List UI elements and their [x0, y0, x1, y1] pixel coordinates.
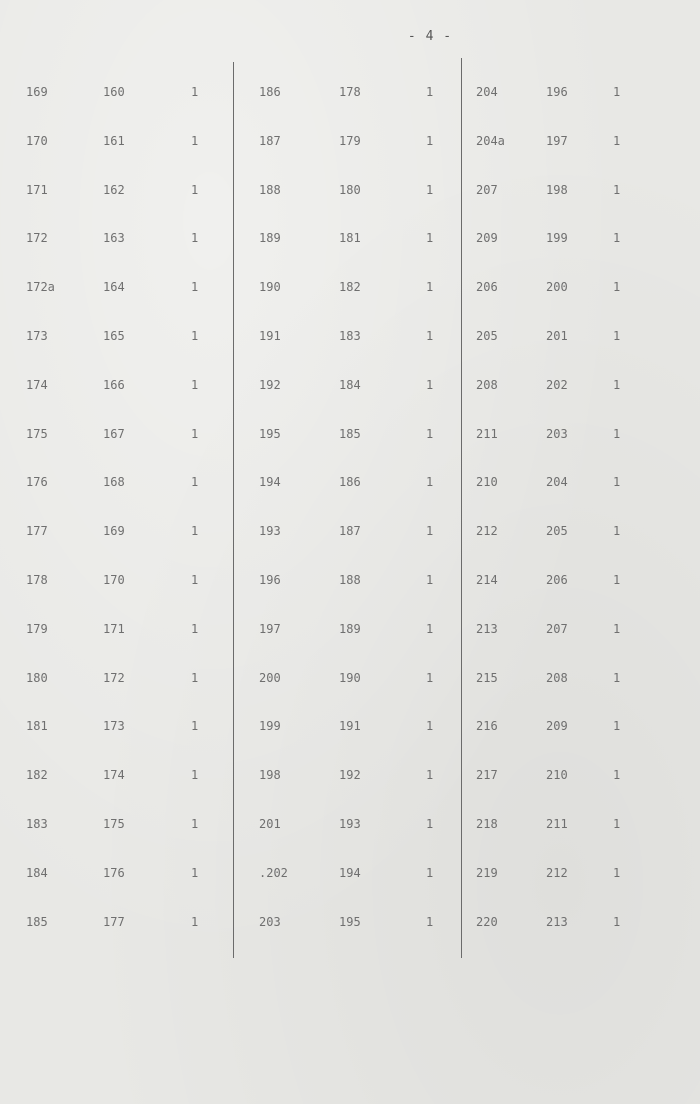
table-cell: 1	[613, 231, 621, 246]
table-cell: 218	[476, 817, 498, 831]
table-cell: 1	[613, 865, 621, 880]
table-cell: 1	[191, 621, 199, 636]
table-cell: 181	[26, 719, 48, 734]
table-cell: 1	[191, 670, 199, 685]
table-cell: 186	[339, 475, 361, 490]
table-cell: 206	[476, 280, 498, 295]
table-cell: 1	[613, 475, 621, 490]
table-cell: 166	[103, 377, 125, 392]
table-cell: 160	[103, 85, 125, 99]
table-cell: 164	[103, 280, 125, 295]
table-cell: 1	[191, 377, 199, 392]
table-cell: 1	[613, 768, 621, 783]
table-cell: 1	[426, 914, 434, 929]
table-cell: 174	[103, 768, 125, 783]
table-cell: 208	[546, 670, 568, 685]
table-cell: 192	[339, 768, 361, 783]
table-cell: 1	[426, 133, 434, 148]
table-cell: 1	[191, 573, 199, 587]
table-cell: 1	[613, 280, 621, 295]
table-cell: 173	[103, 719, 125, 734]
table-cell: 179	[339, 133, 361, 148]
table-cell: 1	[191, 768, 199, 783]
table-cell: 1	[191, 182, 199, 197]
table-cell: 198	[259, 768, 281, 783]
table-cell: 1	[613, 719, 621, 734]
table-cell: 172a	[26, 280, 55, 295]
table-cell: 184	[339, 377, 361, 392]
table-cell: 210	[546, 768, 568, 783]
table-cell: 204	[476, 85, 498, 99]
table-cell: 215	[476, 670, 498, 685]
table-row	[0, 668, 700, 688]
table-cell: 1	[426, 865, 434, 880]
table-cell: 1	[426, 182, 434, 197]
table-cell: 195	[259, 426, 281, 441]
table-cell: 1	[613, 524, 621, 539]
table-cell: 197	[259, 621, 281, 636]
table-cell: 179	[26, 621, 48, 636]
table-cell: 177	[26, 524, 48, 539]
table-cell: 1	[613, 182, 621, 197]
table-cell: 1	[426, 817, 434, 831]
table-cell: 203	[546, 426, 568, 441]
table-cell: 1	[613, 914, 621, 929]
table-cell: 1	[191, 329, 199, 343]
table-cell: 199	[546, 231, 568, 246]
table-cell: 1	[613, 85, 621, 99]
table-cell: 1	[613, 329, 621, 343]
table-cell: 1	[426, 426, 434, 441]
table-cell: 189	[339, 621, 361, 636]
table-cell: 219	[476, 865, 498, 880]
table-cell: 193	[339, 817, 361, 831]
table-cell: 190	[259, 280, 281, 295]
table-cell: 1	[613, 621, 621, 636]
table-cell: 180	[26, 670, 48, 685]
table-cell: 1	[191, 231, 199, 246]
table-cell: 201	[546, 329, 568, 343]
table-cell: 181	[339, 231, 361, 246]
table-cell: 197	[546, 133, 568, 148]
table-cell: 176	[103, 865, 125, 880]
table-cell: 1	[426, 329, 434, 343]
table-cell: 1	[191, 475, 199, 490]
table-cell: 191	[259, 329, 281, 343]
table-cell: 1	[613, 573, 621, 587]
table-cell: 211	[476, 426, 498, 441]
table-row	[0, 765, 700, 785]
page-number: - 4 -	[407, 29, 453, 44]
table-cell: 210	[476, 475, 498, 490]
table-row	[0, 82, 700, 102]
table-cell: 190	[339, 670, 361, 685]
table-cell: 185	[26, 914, 48, 929]
table-cell: 199	[259, 719, 281, 734]
table-cell: 1	[613, 377, 621, 392]
table-row	[0, 424, 700, 444]
table-cell: 178	[339, 85, 361, 99]
table-cell: 194	[339, 865, 361, 880]
table-cell: 1	[191, 85, 199, 99]
table-cell: 209	[546, 719, 568, 734]
table-cell: 196	[546, 85, 568, 99]
table-cell: 1	[191, 719, 199, 734]
table-cell: 196	[259, 573, 281, 587]
table-cell: 205	[476, 329, 498, 343]
table-cell: 207	[476, 182, 498, 197]
table-cell: 208	[476, 377, 498, 392]
table-row	[0, 814, 700, 834]
table-cell: 174	[26, 377, 48, 392]
table-cell: 1	[191, 865, 199, 880]
table-row	[0, 180, 700, 200]
table-cell: 1	[426, 524, 434, 539]
table-cell: 169	[26, 85, 48, 99]
table-cell: 211	[546, 817, 568, 831]
table-cell: 1	[613, 670, 621, 685]
table-row	[0, 716, 700, 736]
table-row	[0, 521, 700, 541]
table-cell: 192	[259, 377, 281, 392]
table-cell: 165	[103, 329, 125, 343]
table-cell: 175	[26, 426, 48, 441]
table-cell: 1	[426, 85, 434, 99]
table-cell: 213	[546, 914, 568, 929]
table-cell: 194	[259, 475, 281, 490]
table-cell: 207	[546, 621, 568, 636]
table-cell: 168	[103, 475, 125, 490]
table-cell: 1	[426, 768, 434, 783]
table-cell: 170	[103, 573, 125, 587]
table-row	[0, 472, 700, 492]
table-cell: 214	[476, 573, 498, 587]
table-cell: 204a	[476, 133, 505, 148]
table-cell: 1	[191, 817, 199, 831]
table-cell: 1	[191, 524, 199, 539]
table-cell: 216	[476, 719, 498, 734]
table-row	[0, 131, 700, 151]
table-cell: 177	[103, 914, 125, 929]
table-cell: 1	[613, 426, 621, 441]
table-cell: 167	[103, 426, 125, 441]
table-cell: 1	[426, 573, 434, 587]
table-cell: 170	[26, 133, 48, 148]
table-cell: 1	[613, 817, 621, 831]
table-cell: 1	[426, 377, 434, 392]
table-cell: 200	[259, 670, 281, 685]
table-cell: 1	[426, 719, 434, 734]
table-cell: 162	[103, 182, 125, 197]
table-cell: 204	[546, 475, 568, 490]
table-cell: 187	[339, 524, 361, 539]
table-row	[0, 228, 700, 248]
table-cell: 205	[546, 524, 568, 539]
table-cell: 172	[26, 231, 48, 246]
table-cell: 198	[546, 182, 568, 197]
table-cell: 187	[259, 133, 281, 148]
table-cell: 212	[546, 865, 568, 880]
table-cell: 173	[26, 329, 48, 343]
table-cell: 182	[339, 280, 361, 295]
table-cell: 189	[259, 231, 281, 246]
table-cell: 171	[103, 621, 125, 636]
table-row	[0, 375, 700, 395]
table-cell: 1	[191, 280, 199, 295]
table-cell: 213	[476, 621, 498, 636]
table-cell: 1	[426, 280, 434, 295]
table-cell: 1	[613, 133, 621, 148]
table-row	[0, 326, 700, 346]
table-cell: 169	[103, 524, 125, 539]
table-cell: .202	[259, 865, 288, 880]
table-cell: 186	[259, 85, 281, 99]
table-cell: 200	[546, 280, 568, 295]
table-cell: 171	[26, 182, 48, 197]
table-row	[0, 912, 700, 932]
table-cell: 188	[339, 573, 361, 587]
table-cell: 183	[26, 817, 48, 831]
table-cell: 203	[259, 914, 281, 929]
table-cell: 1	[426, 475, 434, 490]
table-cell: 161	[103, 133, 125, 148]
table-cell: 1	[426, 231, 434, 246]
table-cell: 1	[426, 621, 434, 636]
table-cell: 220	[476, 914, 498, 929]
table-cell: 1	[191, 133, 199, 148]
table-cell: 206	[546, 573, 568, 587]
table-cell: 212	[476, 524, 498, 539]
table-row	[0, 570, 700, 590]
table-row	[0, 619, 700, 639]
table-cell: 178	[26, 573, 48, 587]
table-cell: 188	[259, 182, 281, 197]
table-cell: 202	[546, 377, 568, 392]
table-cell: 180	[339, 182, 361, 197]
table-cell: 176	[26, 475, 48, 490]
table-cell: 1	[426, 670, 434, 685]
table-cell: 175	[103, 817, 125, 831]
table-cell: 201	[259, 817, 281, 831]
table-cell: 172	[103, 670, 125, 685]
table-row	[0, 863, 700, 883]
table-cell: 217	[476, 768, 498, 783]
table-cell: 163	[103, 231, 125, 246]
table-cell: 182	[26, 768, 48, 783]
table-cell: 184	[26, 865, 48, 880]
table-cell: 185	[339, 426, 361, 441]
table-cell: 209	[476, 231, 498, 246]
table-cell: 183	[339, 329, 361, 343]
table-cell: 1	[191, 914, 199, 929]
table-cell: 1	[191, 426, 199, 441]
table-cell: 191	[339, 719, 361, 734]
table-cell: 195	[339, 914, 361, 929]
table-row	[0, 277, 700, 297]
table-cell: 193	[259, 524, 281, 539]
